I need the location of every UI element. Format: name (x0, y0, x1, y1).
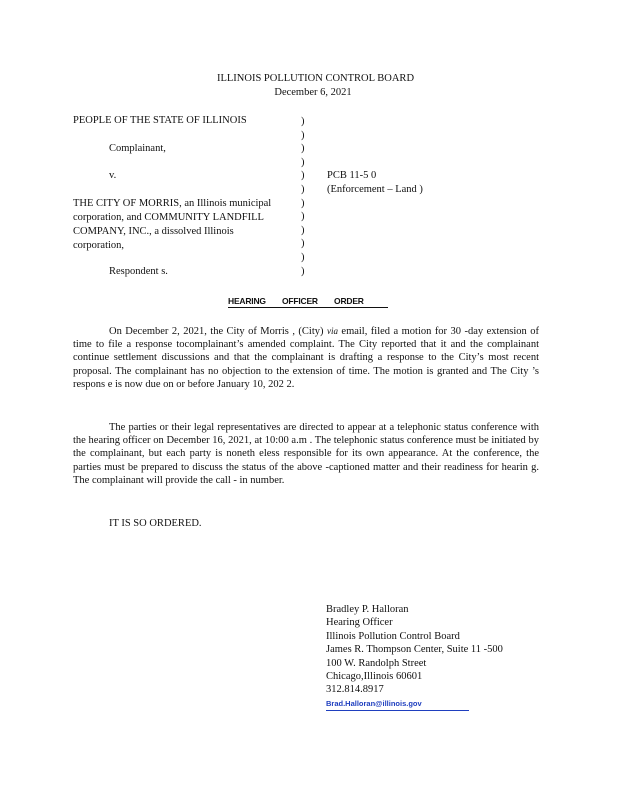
order-title-word: OFFICER (281, 296, 318, 306)
defendant-line: corporation, (73, 240, 125, 251)
paren-symbol: ) (301, 197, 305, 209)
signer-phone: 312.814.8917 (326, 684, 384, 696)
paragraph-status-conference: The parties or their legal representatives are directed to appear at a telephonic status conference with the hearing officer on December 16, 2021, at 10:00 a.m . The telephonic status conference must be initiated by the complainant, but each party is noneth eless responsible for its own appearance. At the conference, the parties must be prepared to discuss the status of the above -captioned matter and their readiness for hearin g. The complainant will provide the call - in number. (73, 422, 539, 486)
paren-symbol: ) (301, 265, 305, 277)
signer-title: Hearing Officer (326, 617, 393, 629)
order-date: December 6, 2021 (274, 87, 352, 98)
paren-symbol: ) (301, 183, 305, 195)
paren-symbol: ) (301, 116, 305, 127)
signer-city: Chicago,Illinois 60601 (326, 670, 423, 682)
paren-symbol: ) (301, 170, 305, 182)
defendant-line: corporation, and COMMUNITY LANDFILL (73, 212, 264, 223)
paren-symbol: ) (301, 156, 305, 168)
paren-symbol: ) (301, 238, 305, 250)
case-number: PCB 11-5 0 (327, 170, 377, 181)
paren-symbol: ) (301, 211, 305, 223)
versus-label: v. (109, 170, 117, 181)
signer-email-link[interactable]: Brad.Halloran@illinois.gov (326, 697, 469, 711)
signer-name: Bradley P. Halloran (326, 604, 409, 615)
defendant-line: THE CITY OF MORRIS, an Illinois municipal (73, 198, 272, 209)
paren-symbol: ) (301, 251, 305, 263)
order-title-word: ORDER (334, 296, 364, 306)
signer-address-line: James R. Thompson Center, Suite 11 -500 (326, 644, 503, 656)
paren-symbol: ) (301, 129, 305, 141)
signer-board: Illinois Pollution Control Board (326, 630, 460, 642)
board-title: ILLINOIS POLLUTION CONTROL BOARD (216, 73, 415, 84)
paragraph-text-italic: via (326, 326, 338, 336)
case-type: (Enforcement – Land ) (327, 184, 423, 195)
paragraph-text: On December 2, 2021, the City of Morris , (City) (109, 326, 324, 337)
order-title-word: HEARING (228, 296, 266, 306)
signature-block (326, 603, 503, 710)
order-title (228, 296, 388, 308)
plaintiff-role: Complainant, (109, 143, 166, 154)
paragraph-motion (73, 325, 539, 391)
paren-symbol: ) (301, 143, 305, 155)
defendant-line: COMPANY, INC., a dissolved Illinois (73, 226, 234, 237)
signer-address-line: 100 W. Randolph Street (326, 657, 427, 669)
plaintiff-name: PEOPLE OF THE STATE OF ILLINOIS (73, 115, 247, 126)
defendant-role: Respondent s. (109, 266, 168, 277)
paren-symbol: ) (301, 224, 305, 236)
caption-parentheses (301, 115, 311, 278)
paragraph-text: email, filed a motion for 30 -day extension of time to file a response tocomplainant’s amended complaint. The City reported that it and the complainant continue settlement discussions and that the complainant is drafting a response to the City’s most recent proposal. The complainant has no objection to the extension of time. The motion is granted and The City ’s respons e is now due on or before January 10, 202 2. (73, 326, 540, 390)
closing-statement: IT IS SO ORDERED. (109, 518, 202, 529)
signer-email-row (326, 697, 503, 710)
